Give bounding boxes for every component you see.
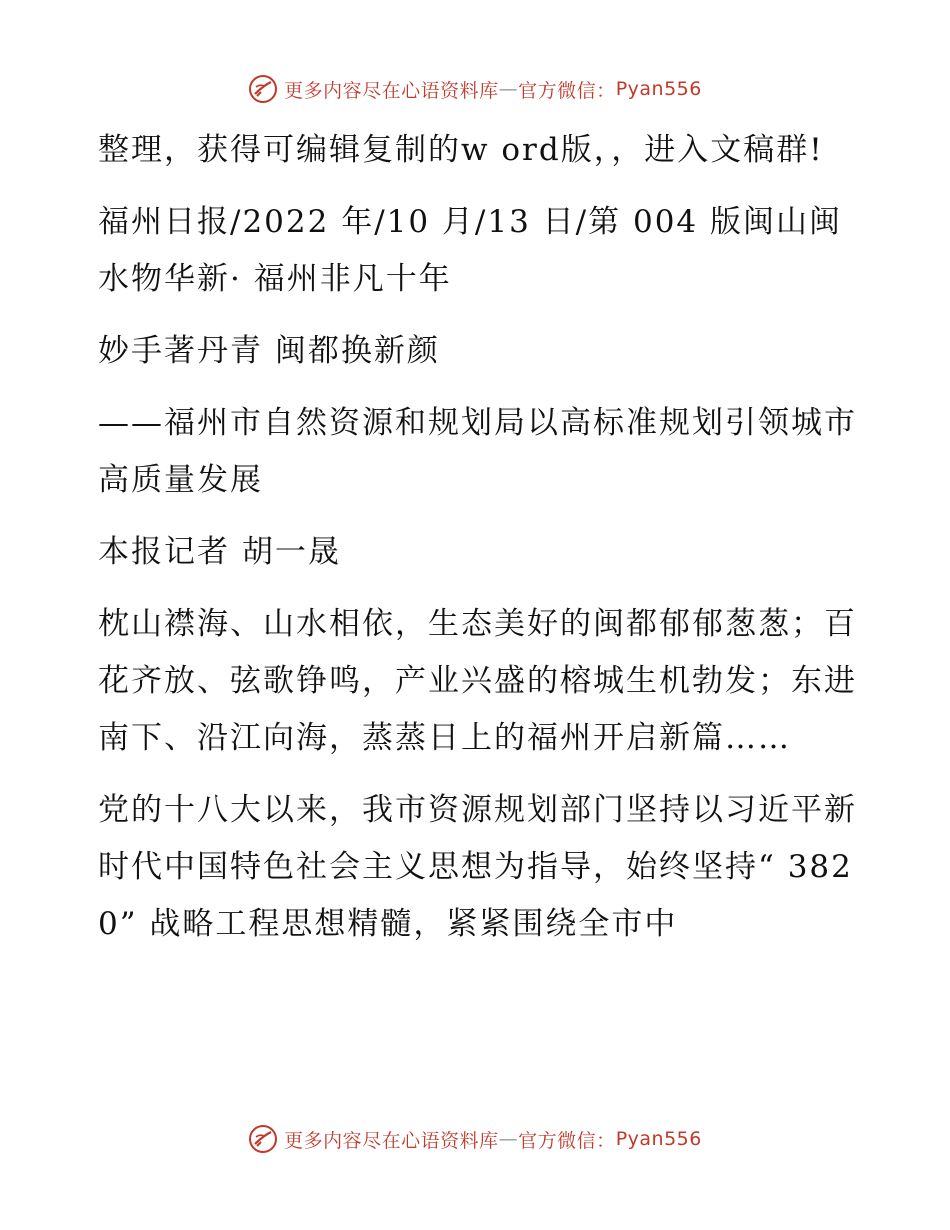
paragraph-byline: 本报记者 胡一晟 — [98, 534, 341, 570]
header-watermark — [0, 74, 950, 104]
footer-watermark — [0, 1124, 950, 1154]
watermark-text: 更多内容尽在心语资料库 — [284, 79, 499, 102]
paragraph-headline: 妙手著丹青 闽都换新颜 — [98, 333, 440, 369]
watermark-wechat-label: 官方微信： — [518, 1129, 616, 1152]
book-quill-logo-icon — [248, 74, 278, 104]
watermark-wechat-label: 官方微信： — [518, 79, 616, 102]
document-body — [98, 122, 858, 968]
book-quill-logo-icon — [248, 1124, 278, 1154]
watermark-wechat-id: Pyan556 — [615, 1128, 702, 1150]
paragraph-body-1: 枕山襟海、山水相依，生态美好的闽都郁郁葱葱；百花齐放、弦歌铮鸣，产业兴盛的榕城生机勃发；东进南下、沿江向海，蒸蒸日上的福州开启新篇…… — [98, 606, 857, 756]
watermark-wechat-id: Pyan556 — [615, 78, 702, 100]
watermark-separator: — — [498, 78, 519, 100]
paragraph-source: 福州日报/2022 年/10 月/13 日/第 004 版闽山闽水物华新· 福州非凡十年 — [98, 204, 843, 297]
paragraph-body-2: 党的十八大以来，我市资源规划部门坚持以习近平新时代中国特色社会主义思想为指导，始终坚持“ 3820” 战略工程思想精髓，紧紧围绕全市中 — [98, 792, 857, 942]
watermark-text: 更多内容尽在心语资料库 — [284, 1129, 499, 1152]
paragraph-subheadline: ——福州市自然资源和规划局以高标准规划引领城市高质量发展 — [98, 405, 857, 498]
watermark-separator: — — [498, 1128, 519, 1150]
paragraph-intro: 整理，获得可编辑复制的w ord版，，进入文稿群! — [98, 132, 824, 168]
